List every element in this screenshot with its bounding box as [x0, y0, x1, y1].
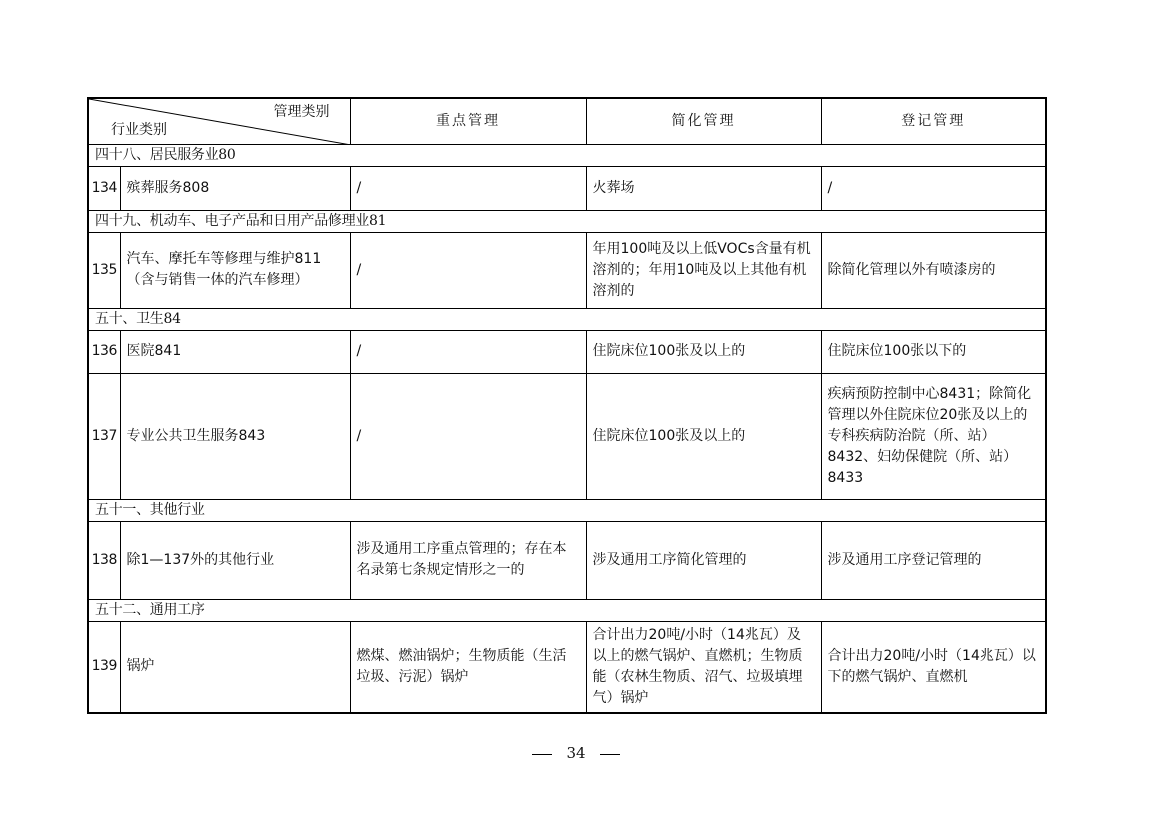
key-management-cell: / — [350, 166, 586, 210]
section-row — [88, 308, 1046, 330]
table-row — [88, 330, 1046, 373]
row-number: 134 — [88, 166, 120, 210]
table-header-row — [88, 98, 1046, 144]
section-title: 四十九、机动车、电子产品和日用产品修理业81 — [88, 210, 1046, 232]
industry-cell: 锅炉 — [120, 621, 350, 713]
diagonal-header-cell — [88, 98, 350, 144]
industry-cell: 除1—137外的其他行业 — [120, 521, 350, 599]
page-number: 34 — [566, 744, 586, 762]
row-number: 135 — [88, 232, 120, 308]
permit-classification-table — [87, 97, 1047, 714]
dash-left — [532, 754, 552, 755]
key-management-cell: / — [350, 373, 586, 499]
column-header-simplified-management: 简化管理 — [586, 98, 821, 144]
page-number-footer — [0, 744, 1152, 762]
table-row — [88, 232, 1046, 308]
key-management-cell: / — [350, 330, 586, 373]
dash-right — [600, 754, 620, 755]
simplified-management-cell: 涉及通用工序简化管理的 — [586, 521, 821, 599]
table-row — [88, 373, 1046, 499]
simplified-management-cell: 年用100吨及以上低VOCs含量有机溶剂的；年用10吨及以上其他有机溶剂的 — [586, 232, 821, 308]
key-management-cell: 燃煤、燃油锅炉；生物质能（生活垃圾、污泥）锅炉 — [350, 621, 586, 713]
management-category-label: 管理类别 — [273, 104, 330, 120]
industry-cell: 汽车、摩托车等修理与维护811（含与销售一体的汽车修理） — [120, 232, 350, 308]
table-row — [88, 166, 1046, 210]
section-title: 五十、卫生84 — [88, 308, 1046, 330]
section-title: 五十二、通用工序 — [88, 599, 1046, 621]
row-number: 137 — [88, 373, 120, 499]
industry-category-label: 行业类别 — [111, 121, 167, 138]
column-header-registration-management: 登记管理 — [821, 98, 1046, 144]
simplified-management-cell: 合计出力20吨/小时（14兆瓦）及以上的燃气锅炉、直燃机；生物质能（农林生物质、沼气、垃圾填埋气）锅炉 — [586, 621, 821, 713]
registration-management-cell: 疾病预防控制中心8431；除简化管理以外住院床位20张及以上的专科疾病防治院（所、站）8432、妇幼保健院（所、站）8433 — [821, 373, 1046, 499]
simplified-management-cell: 住院床位100张及以上的 — [586, 330, 821, 373]
registration-management-cell: 住院床位100张以下的 — [821, 330, 1046, 373]
section-row — [88, 599, 1046, 621]
row-number: 136 — [88, 330, 120, 373]
simplified-management-cell: 火葬场 — [586, 166, 821, 210]
industry-cell: 殡葬服务808 — [120, 166, 350, 210]
registration-management-cell: 合计出力20吨/小时（14兆瓦）以下的燃气锅炉、直燃机 — [821, 621, 1046, 713]
table-row — [88, 621, 1046, 713]
key-management-cell: / — [350, 232, 586, 308]
table-row — [88, 521, 1046, 599]
section-title: 五十一、其他行业 — [88, 499, 1046, 521]
column-header-key-management: 重点管理 — [350, 98, 586, 144]
registration-management-cell: 除简化管理以外有喷漆房的 — [821, 232, 1046, 308]
section-row — [88, 144, 1046, 166]
registration-management-cell: / — [821, 166, 1046, 210]
industry-cell: 医院841 — [120, 330, 350, 373]
key-management-cell: 涉及通用工序重点管理的；存在本名录第七条规定情形之一的 — [350, 521, 586, 599]
industry-cell: 专业公共卫生服务843 — [120, 373, 350, 499]
row-number: 138 — [88, 521, 120, 599]
section-row — [88, 499, 1046, 521]
row-number: 139 — [88, 621, 120, 713]
registration-management-cell: 涉及通用工序登记管理的 — [821, 521, 1046, 599]
simplified-management-cell: 住院床位100张及以上的 — [586, 373, 821, 499]
section-row — [88, 210, 1046, 232]
section-title: 四十八、居民服务业80 — [88, 144, 1046, 166]
